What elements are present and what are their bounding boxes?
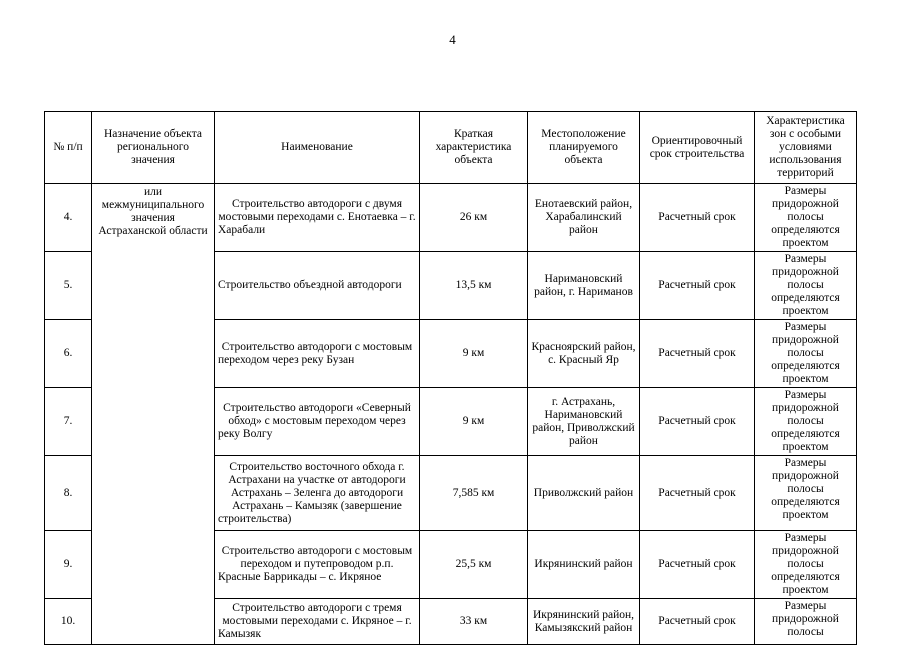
- row-location: Наримановский район, г. Нариманов: [528, 252, 640, 320]
- row-zones: Размеры придорожной полосы определяются проектом: [755, 252, 857, 320]
- row-zones: Размеры придорожной полосы определяются проектом: [755, 184, 857, 252]
- header-purpose: Назначение объекта регионального значения: [92, 112, 215, 184]
- row-number: 6.: [45, 320, 92, 388]
- row-name: Строительство автодороги с двумя мостовыми переходами с. Енотаевка – г. Харабали: [215, 184, 420, 252]
- header-characteristic: Краткая характеристика объекта: [420, 112, 528, 184]
- purpose-cell: или межмуниципального значения Астраханской области: [92, 184, 215, 645]
- table-row: [45, 184, 857, 252]
- row-term: Расчетный срок: [640, 456, 755, 531]
- header-zones: Характеристика зон с особыми условиями использования территорий: [755, 112, 857, 184]
- row-location: г. Астрахань, Наримановский район, Приволжский район: [528, 388, 640, 456]
- row-number: 8.: [45, 456, 92, 531]
- row-term: Расчетный срок: [640, 599, 755, 645]
- row-characteristic: 33 км: [420, 599, 528, 645]
- row-name: Строительство автодороги с мостовым переходом через реку Бузан: [215, 320, 420, 388]
- row-zones: Размеры придорожной полосы: [755, 599, 857, 645]
- page-number: 4: [449, 32, 456, 47]
- row-term: Расчетный срок: [640, 388, 755, 456]
- row-name: Строительство автодороги «Северный обход» с мостовым переходом через реку Волгу: [215, 388, 420, 456]
- row-name: Строительство восточного обхода г. Астрахани на участке от автодороги Астрахань – Зеленга до автодороги Астрахань – Камызяк (завершение строительства): [215, 456, 420, 531]
- row-location: Икрянинский район, Камызякский район: [528, 599, 640, 645]
- row-characteristic: 9 км: [420, 320, 528, 388]
- row-location: Икрянинский район: [528, 531, 640, 599]
- row-location: Енотаевский район, Харабалинский район: [528, 184, 640, 252]
- row-location: Приволжский район: [528, 456, 640, 531]
- row-name: Строительство автодороги с мостовым переходом и путепроводом р.п. Красные Баррикады – с. Икряное: [215, 531, 420, 599]
- row-characteristic: 9 км: [420, 388, 528, 456]
- row-characteristic: 25,5 км: [420, 531, 528, 599]
- header-name: Наименование: [215, 112, 420, 184]
- row-number: 4.: [45, 184, 92, 252]
- header-term: Ориентировочный срок строительства: [640, 112, 755, 184]
- row-location: Красноярский район, с. Красный Яр: [528, 320, 640, 388]
- row-characteristic: 26 км: [420, 184, 528, 252]
- row-number: 10.: [45, 599, 92, 645]
- row-number: 9.: [45, 531, 92, 599]
- regional-objects-table: [44, 111, 857, 645]
- row-term: Расчетный срок: [640, 184, 755, 252]
- row-characteristic: 13,5 км: [420, 252, 528, 320]
- row-zones: Размеры придорожной полосы определяются проектом: [755, 388, 857, 456]
- header-location: Местоположение планируемого объекта: [528, 112, 640, 184]
- row-characteristic: 7,585 км: [420, 456, 528, 531]
- table-header-row: [45, 112, 857, 184]
- row-term: Расчетный срок: [640, 320, 755, 388]
- row-zones: Размеры придорожной полосы определяются проектом: [755, 456, 857, 531]
- row-zones: Размеры придорожной полосы определяются проектом: [755, 531, 857, 599]
- row-term: Расчетный срок: [640, 531, 755, 599]
- header-number: № п/п: [45, 112, 92, 184]
- row-name: Строительство объездной автодороги: [215, 252, 420, 320]
- row-name: Строительство автодороги с тремя мостовыми переходами с. Икряное – г. Камызяк: [215, 599, 420, 645]
- row-term: Расчетный срок: [640, 252, 755, 320]
- row-zones: Размеры придорожной полосы определяются проектом: [755, 320, 857, 388]
- row-number: 5.: [45, 252, 92, 320]
- row-number: 7.: [45, 388, 92, 456]
